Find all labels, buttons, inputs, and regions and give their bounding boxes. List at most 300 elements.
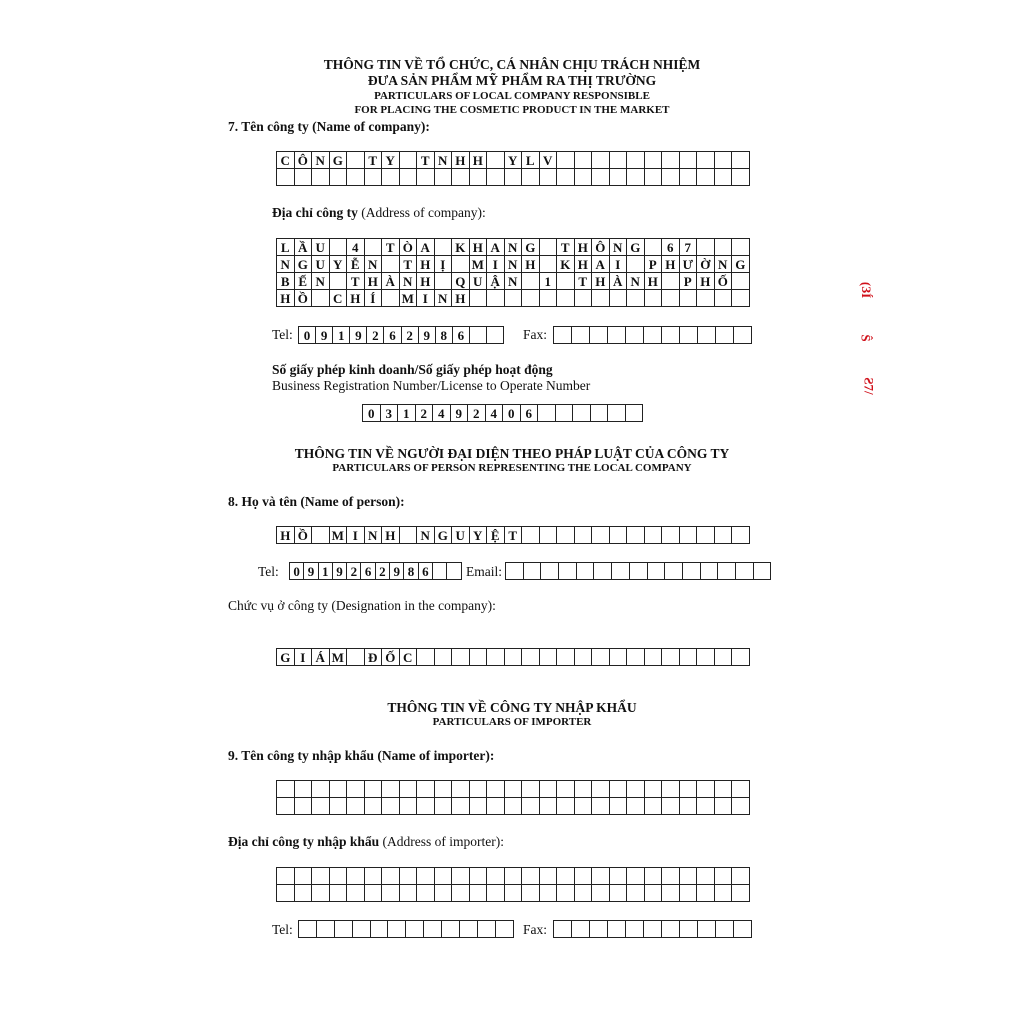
grid-cell[interactable] (592, 169, 610, 186)
grid-cell[interactable] (330, 169, 348, 186)
grid-cell[interactable]: H (522, 256, 540, 273)
grid-cell[interactable] (277, 798, 295, 815)
grid-cell[interactable] (592, 527, 610, 544)
grid-cell[interactable] (435, 781, 453, 798)
grid-cell[interactable] (277, 885, 295, 902)
grid-cell[interactable] (575, 798, 593, 815)
grid-cell[interactable] (736, 563, 754, 580)
grid-cell[interactable] (594, 563, 612, 580)
grid-cell[interactable]: U (312, 256, 330, 273)
grid-cell[interactable] (330, 798, 348, 815)
grid-cell[interactable] (417, 798, 435, 815)
grid-cell[interactable] (645, 152, 663, 169)
grid-cell[interactable] (522, 527, 540, 544)
grid-cell[interactable] (662, 885, 680, 902)
grid-cell[interactable] (400, 868, 418, 885)
grid-cell[interactable] (557, 527, 575, 544)
grid-cell[interactable] (698, 327, 716, 344)
grid-cell[interactable]: Ị (435, 256, 453, 273)
grid-cell[interactable]: P (680, 273, 698, 290)
grid-cell[interactable] (697, 649, 715, 666)
grid-cell[interactable] (505, 169, 523, 186)
grid-cell[interactable] (505, 885, 523, 902)
grid-cell[interactable]: Á (312, 649, 330, 666)
grid-cell[interactable]: 8 (436, 327, 453, 344)
grid-cell[interactable] (347, 781, 365, 798)
grid-cell[interactable] (365, 239, 383, 256)
grid-cell[interactable] (732, 649, 750, 666)
grid-cell[interactable] (715, 649, 733, 666)
grid-cell[interactable]: H (575, 239, 593, 256)
grid-cell[interactable] (470, 290, 488, 307)
grid-cell[interactable] (330, 273, 348, 290)
grid-cell[interactable]: 6 (419, 563, 433, 580)
grid-cell[interactable] (697, 152, 715, 169)
grid-cell[interactable] (295, 781, 313, 798)
grid-cell[interactable]: C (400, 649, 418, 666)
grid-cell[interactable] (435, 273, 453, 290)
grid-cell[interactable] (698, 921, 716, 938)
grid-cell[interactable] (610, 798, 628, 815)
grid-cell[interactable] (627, 868, 645, 885)
grid-cell[interactable] (557, 798, 575, 815)
grid-cell[interactable] (554, 327, 572, 344)
grid-cell[interactable] (715, 152, 733, 169)
grid-cell[interactable] (470, 169, 488, 186)
grid-cell[interactable]: H (452, 152, 470, 169)
grid-cell[interactable] (680, 169, 698, 186)
grid-cell[interactable] (680, 527, 698, 544)
grid-cell[interactable] (353, 921, 371, 938)
grid-cell[interactable]: T (347, 273, 365, 290)
grid-cell[interactable]: 2 (416, 405, 434, 422)
grid-cell[interactable]: 9 (390, 563, 404, 580)
grid-cell[interactable] (382, 256, 400, 273)
grid-cell[interactable]: 2 (367, 327, 384, 344)
grid-cell[interactable]: 0 (363, 405, 381, 422)
grid-cell[interactable] (612, 563, 630, 580)
grid-cell[interactable] (627, 152, 645, 169)
grid-cell[interactable]: N (435, 290, 453, 307)
grid-cell[interactable]: H (365, 273, 383, 290)
grid-cell[interactable] (680, 885, 698, 902)
importer-name-grid[interactable] (276, 780, 750, 815)
grid-cell[interactable]: 9 (316, 327, 333, 344)
grid-cell[interactable] (697, 527, 715, 544)
grid-cell[interactable] (575, 649, 593, 666)
grid-cell[interactable] (627, 885, 645, 902)
grid-cell[interactable]: N (715, 256, 733, 273)
grid-cell[interactable]: Ễ (347, 256, 365, 273)
grid-cell[interactable] (417, 169, 435, 186)
grid-cell[interactable]: 0 (290, 563, 304, 580)
grid-cell[interactable] (732, 781, 750, 798)
grid-cell[interactable] (697, 798, 715, 815)
grid-cell[interactable]: 1 (398, 405, 416, 422)
grid-cell[interactable] (505, 868, 523, 885)
grid-cell[interactable]: A (417, 239, 435, 256)
grid-cell[interactable] (575, 152, 593, 169)
grid-cell[interactable]: Y (382, 152, 400, 169)
grid-cell[interactable] (627, 169, 645, 186)
grid-cell[interactable]: H (575, 256, 593, 273)
grid-cell[interactable] (452, 798, 470, 815)
company-address-grid[interactable] (276, 238, 750, 307)
company-name-grid[interactable] (276, 151, 750, 186)
grid-cell[interactable]: N (312, 152, 330, 169)
grid-cell[interactable] (470, 781, 488, 798)
grid-cell[interactable] (540, 798, 558, 815)
grid-cell[interactable] (715, 239, 733, 256)
grid-cell[interactable] (662, 169, 680, 186)
grid-cell[interactable] (575, 885, 593, 902)
grid-cell[interactable]: N (505, 256, 523, 273)
grid-cell[interactable] (662, 273, 680, 290)
grid-cell[interactable] (540, 649, 558, 666)
grid-cell[interactable] (575, 527, 593, 544)
designation-grid[interactable] (276, 648, 750, 666)
grid-cell[interactable] (365, 781, 383, 798)
grid-cell[interactable]: 6 (453, 327, 470, 344)
person-email-grid[interactable] (505, 562, 771, 580)
grid-cell[interactable] (575, 290, 593, 307)
grid-cell[interactable] (610, 290, 628, 307)
grid-cell[interactable] (645, 527, 663, 544)
grid-cell[interactable] (557, 868, 575, 885)
grid-cell[interactable]: G (627, 239, 645, 256)
grid-cell[interactable] (715, 527, 733, 544)
grid-cell[interactable]: M (330, 527, 348, 544)
grid-cell[interactable]: 1 (333, 327, 350, 344)
grid-cell[interactable]: U (470, 273, 488, 290)
grid-cell[interactable] (556, 405, 574, 422)
grid-cell[interactable] (295, 868, 313, 885)
grid-cell[interactable] (312, 527, 330, 544)
grid-cell[interactable] (452, 256, 470, 273)
grid-cell[interactable] (645, 781, 663, 798)
grid-cell[interactable]: H (277, 290, 295, 307)
grid-cell[interactable]: Ô (295, 152, 313, 169)
grid-cell[interactable] (665, 563, 683, 580)
company-tel-grid[interactable] (298, 326, 504, 344)
grid-cell[interactable] (715, 290, 733, 307)
grid-cell[interactable] (734, 921, 752, 938)
grid-cell[interactable] (557, 169, 575, 186)
grid-cell[interactable] (277, 169, 295, 186)
grid-cell[interactable] (452, 868, 470, 885)
grid-cell[interactable] (715, 868, 733, 885)
grid-cell[interactable] (680, 781, 698, 798)
grid-cell[interactable]: 9 (419, 327, 436, 344)
grid-cell[interactable] (295, 885, 313, 902)
grid-cell[interactable] (627, 649, 645, 666)
grid-cell[interactable] (590, 921, 608, 938)
person-tel-grid[interactable] (289, 562, 462, 580)
grid-cell[interactable] (330, 885, 348, 902)
grid-cell[interactable] (662, 649, 680, 666)
grid-cell[interactable]: Ò (400, 239, 418, 256)
grid-cell[interactable] (382, 868, 400, 885)
grid-cell[interactable]: K (557, 256, 575, 273)
grid-cell[interactable]: À (382, 273, 400, 290)
grid-cell[interactable] (312, 781, 330, 798)
grid-cell[interactable]: 3 (381, 405, 399, 422)
grid-cell[interactable]: 9 (333, 563, 347, 580)
grid-cell[interactable]: P (645, 256, 663, 273)
grid-cell[interactable] (435, 239, 453, 256)
grid-cell[interactable] (335, 921, 353, 938)
grid-cell[interactable]: Ư (680, 256, 698, 273)
grid-cell[interactable] (572, 327, 590, 344)
importer-fax-grid[interactable] (553, 920, 752, 938)
grid-cell[interactable] (662, 781, 680, 798)
grid-cell[interactable] (557, 290, 575, 307)
grid-cell[interactable] (575, 868, 593, 885)
grid-cell[interactable]: G (435, 527, 453, 544)
grid-cell[interactable] (557, 781, 575, 798)
grid-cell[interactable] (540, 527, 558, 544)
grid-cell[interactable]: Q (452, 273, 470, 290)
grid-cell[interactable]: Í (365, 290, 383, 307)
grid-cell[interactable]: 6 (361, 563, 375, 580)
grid-cell[interactable] (645, 885, 663, 902)
grid-cell[interactable]: Ế (295, 273, 313, 290)
importer-address-grid[interactable] (276, 867, 750, 902)
grid-cell[interactable]: A (487, 239, 505, 256)
grid-cell[interactable]: B (277, 273, 295, 290)
grid-cell[interactable] (626, 327, 644, 344)
grid-cell[interactable] (487, 781, 505, 798)
grid-cell[interactable] (662, 290, 680, 307)
grid-cell[interactable] (592, 152, 610, 169)
grid-cell[interactable] (388, 921, 406, 938)
grid-cell[interactable] (382, 798, 400, 815)
grid-cell[interactable] (732, 798, 750, 815)
grid-cell[interactable]: H (645, 273, 663, 290)
grid-cell[interactable] (590, 327, 608, 344)
grid-cell[interactable] (540, 781, 558, 798)
grid-cell[interactable]: T (382, 239, 400, 256)
grid-cell[interactable]: H (382, 527, 400, 544)
grid-cell[interactable] (540, 169, 558, 186)
grid-cell[interactable] (487, 169, 505, 186)
grid-cell[interactable]: H (417, 256, 435, 273)
grid-cell[interactable]: G (732, 256, 750, 273)
grid-cell[interactable]: Y (470, 527, 488, 544)
grid-cell[interactable] (683, 563, 701, 580)
grid-cell[interactable] (496, 921, 514, 938)
grid-cell[interactable] (435, 885, 453, 902)
grid-cell[interactable] (680, 921, 698, 938)
grid-cell[interactable] (554, 921, 572, 938)
grid-cell[interactable]: 9 (451, 405, 469, 422)
grid-cell[interactable] (365, 798, 383, 815)
grid-cell[interactable] (732, 527, 750, 544)
grid-cell[interactable]: I (610, 256, 628, 273)
grid-cell[interactable] (662, 798, 680, 815)
grid-cell[interactable] (452, 169, 470, 186)
grid-cell[interactable] (645, 868, 663, 885)
grid-cell[interactable]: I (347, 527, 365, 544)
grid-cell[interactable] (645, 239, 663, 256)
grid-cell[interactable] (365, 885, 383, 902)
grid-cell[interactable] (382, 169, 400, 186)
importer-tel-grid[interactable] (298, 920, 514, 938)
grid-cell[interactable] (312, 169, 330, 186)
grid-cell[interactable] (627, 290, 645, 307)
grid-cell[interactable]: U (312, 239, 330, 256)
grid-cell[interactable] (487, 290, 505, 307)
grid-cell[interactable]: A (592, 256, 610, 273)
grid-cell[interactable] (522, 885, 540, 902)
grid-cell[interactable] (365, 169, 383, 186)
grid-cell[interactable] (592, 781, 610, 798)
grid-cell[interactable] (312, 885, 330, 902)
grid-cell[interactable] (610, 781, 628, 798)
grid-cell[interactable] (680, 152, 698, 169)
grid-cell[interactable] (522, 649, 540, 666)
grid-cell[interactable] (433, 563, 448, 580)
grid-cell[interactable] (608, 405, 626, 422)
grid-cell[interactable]: M (400, 290, 418, 307)
grid-cell[interactable] (645, 290, 663, 307)
grid-cell[interactable] (400, 152, 418, 169)
grid-cell[interactable]: Y (505, 152, 523, 169)
grid-cell[interactable] (347, 649, 365, 666)
grid-cell[interactable] (540, 885, 558, 902)
grid-cell[interactable] (540, 868, 558, 885)
grid-cell[interactable]: Ậ (487, 273, 505, 290)
grid-cell[interactable]: C (277, 152, 295, 169)
grid-cell[interactable] (610, 152, 628, 169)
grid-cell[interactable] (557, 649, 575, 666)
grid-cell[interactable]: Ồ (295, 290, 313, 307)
grid-cell[interactable] (662, 152, 680, 169)
grid-cell[interactable] (347, 868, 365, 885)
grid-cell[interactable] (330, 868, 348, 885)
grid-cell[interactable] (505, 781, 523, 798)
grid-cell[interactable] (662, 327, 680, 344)
grid-cell[interactable] (559, 563, 577, 580)
grid-cell[interactable] (382, 885, 400, 902)
grid-cell[interactable] (732, 239, 750, 256)
grid-cell[interactable] (487, 798, 505, 815)
grid-cell[interactable] (680, 327, 698, 344)
grid-cell[interactable]: 2 (402, 327, 419, 344)
grid-cell[interactable] (680, 649, 698, 666)
grid-cell[interactable] (424, 921, 442, 938)
grid-cell[interactable] (610, 885, 628, 902)
grid-cell[interactable]: N (417, 527, 435, 544)
grid-cell[interactable]: H (277, 527, 295, 544)
grid-cell[interactable] (627, 781, 645, 798)
grid-cell[interactable]: G (330, 152, 348, 169)
grid-cell[interactable] (540, 256, 558, 273)
grid-cell[interactable] (522, 273, 540, 290)
grid-cell[interactable] (697, 290, 715, 307)
grid-cell[interactable] (592, 868, 610, 885)
grid-cell[interactable] (487, 649, 505, 666)
grid-cell[interactable] (592, 798, 610, 815)
grid-cell[interactable] (442, 921, 460, 938)
grid-cell[interactable] (317, 921, 335, 938)
grid-cell[interactable] (680, 798, 698, 815)
grid-cell[interactable] (447, 563, 462, 580)
grid-cell[interactable]: 2 (347, 563, 361, 580)
grid-cell[interactable] (435, 868, 453, 885)
grid-cell[interactable] (487, 152, 505, 169)
grid-cell[interactable] (697, 885, 715, 902)
grid-cell[interactable] (417, 885, 435, 902)
grid-cell[interactable] (573, 405, 591, 422)
grid-cell[interactable] (610, 868, 628, 885)
grid-cell[interactable] (435, 798, 453, 815)
grid-cell[interactable] (460, 921, 478, 938)
grid-cell[interactable] (505, 649, 523, 666)
grid-cell[interactable]: À (610, 273, 628, 290)
grid-cell[interactable] (645, 798, 663, 815)
grid-cell[interactable] (452, 781, 470, 798)
grid-cell[interactable] (295, 169, 313, 186)
grid-cell[interactable]: Ờ (697, 256, 715, 273)
grid-cell[interactable]: 1 (319, 563, 333, 580)
grid-cell[interactable] (627, 798, 645, 815)
grid-cell[interactable] (400, 798, 418, 815)
grid-cell[interactable] (435, 169, 453, 186)
grid-cell[interactable] (630, 563, 648, 580)
grid-cell[interactable] (541, 563, 559, 580)
grid-cell[interactable]: Ầ (295, 239, 313, 256)
grid-cell[interactable] (734, 327, 752, 344)
grid-cell[interactable] (347, 152, 365, 169)
grid-cell[interactable] (470, 885, 488, 902)
grid-cell[interactable] (645, 169, 663, 186)
grid-cell[interactable] (312, 290, 330, 307)
grid-cell[interactable]: 9 (350, 327, 367, 344)
grid-cell[interactable]: N (435, 152, 453, 169)
grid-cell[interactable] (626, 405, 644, 422)
grid-cell[interactable] (505, 798, 523, 815)
grid-cell[interactable]: H (452, 290, 470, 307)
grid-cell[interactable]: 4 (347, 239, 365, 256)
grid-cell[interactable] (627, 527, 645, 544)
grid-cell[interactable]: C (330, 290, 348, 307)
grid-cell[interactable]: Đ (365, 649, 383, 666)
grid-cell[interactable] (330, 239, 348, 256)
grid-cell[interactable]: I (487, 256, 505, 273)
grid-cell[interactable] (557, 273, 575, 290)
grid-cell[interactable] (347, 169, 365, 186)
grid-cell[interactable]: G (277, 649, 295, 666)
grid-cell[interactable]: Ố (715, 273, 733, 290)
grid-cell[interactable]: T (575, 273, 593, 290)
grid-cell[interactable]: 2 (376, 563, 390, 580)
grid-cell[interactable] (538, 405, 556, 422)
grid-cell[interactable] (505, 290, 523, 307)
grid-cell[interactable] (644, 921, 662, 938)
grid-cell[interactable]: I (295, 649, 313, 666)
grid-cell[interactable] (299, 921, 317, 938)
grid-cell[interactable]: L (277, 239, 295, 256)
grid-cell[interactable]: G (295, 256, 313, 273)
grid-cell[interactable] (347, 798, 365, 815)
grid-cell[interactable] (400, 169, 418, 186)
grid-cell[interactable] (716, 921, 734, 938)
grid-cell[interactable] (417, 868, 435, 885)
grid-cell[interactable] (662, 527, 680, 544)
grid-cell[interactable] (610, 169, 628, 186)
grid-cell[interactable]: H (470, 152, 488, 169)
